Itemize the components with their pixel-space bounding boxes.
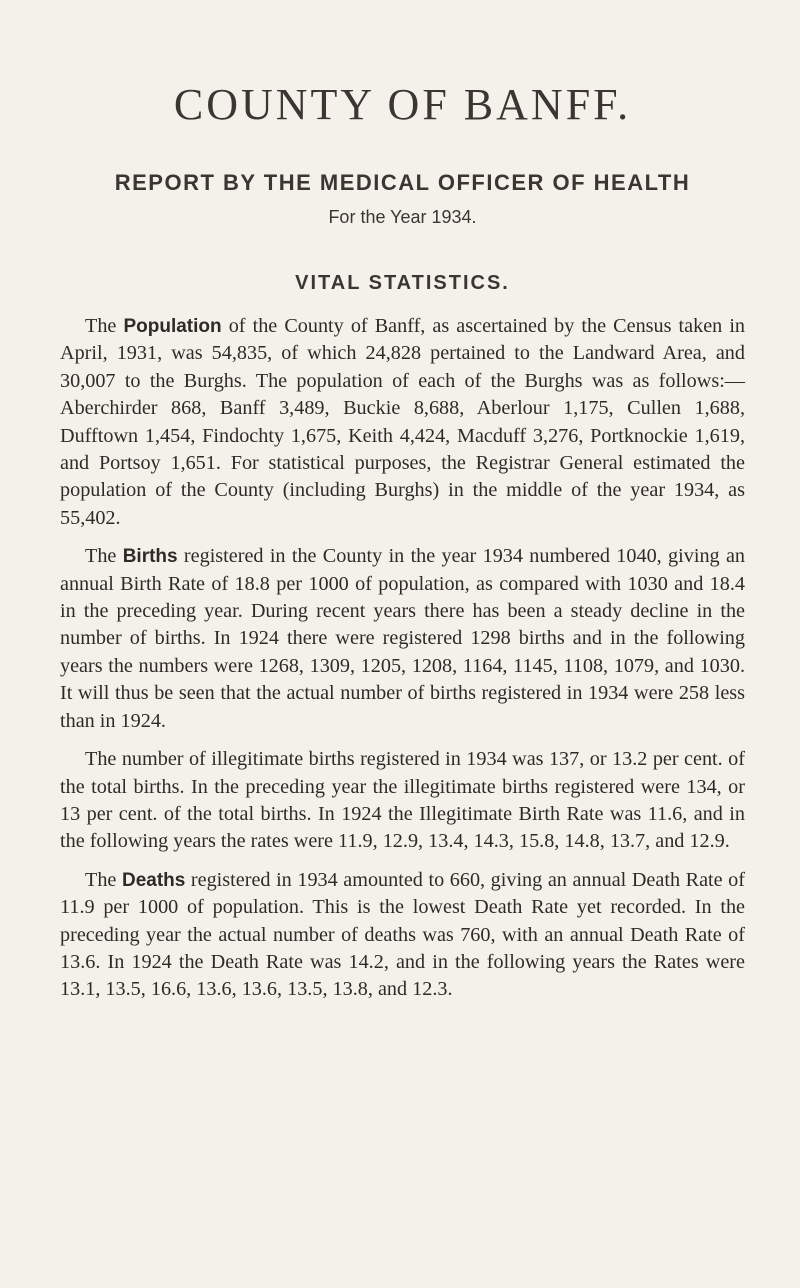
illegitimate-births-paragraph [60, 746, 745, 856]
illegitimate-births-text: The number of illegitimate births registered in 1934 was 137, or 13.2 per cent. of the total births. In the preceding year the illegitimate births registered were 134, or 13 per cent. of the total births. In 1924 the Illegitimate Birth Rate was 11.6, and in the following years the rates were 11.9, 12.9, 13.4, 14.3, 15.8, 14.8, 13.7, and 12.9. [60, 748, 745, 853]
section-heading: VITAL STATISTICS. [295, 272, 510, 294]
paragraph-lead: The [85, 868, 117, 891]
births-paragraph [60, 543, 745, 735]
deaths-text: registered in 1934 amounted to 660, giving an annual Death Rate of 11.9 per 1000 of population. This is the lowest Death Rate yet recorded. In the preceding year the actual number of deaths was 760, with an annual Death Rate of 13.6. In 1924 the Death Rate was 14.2, and in the following years the Rates were 13.1, 13.5, 16.6, 13.6, 13.6, 13.5, 13.8, and 12.3. [60, 868, 745, 1001]
births-keyword: Births [122, 546, 178, 568]
report-body [60, 293, 745, 1004]
document-title: COUNTY OF BANFF. [173, 80, 632, 129]
report-subtitle: REPORT BY THE MEDICAL OFFICER OF HEALTH [114, 170, 691, 195]
births-text: registered in the County in the year 1934 numbered 1040, giving an annual Birth Rate of 18.8 per 1000 of population, as compared with 1030 and 18.4 in the preceding year. During recent years there has been a steady decline in the number of births. In 1924 there were registered 1298 births and in the following years the numbers were 1268, 1309, 1205, 1208, 1164, 1145, 1108, 1079, and 1030. It will thus be seen that the actual number of births registered in 1934 were 258 less than in 1924. [60, 545, 745, 732]
report-year: For the Year 1934. [328, 207, 477, 227]
population-keyword: Population [123, 316, 222, 337]
deaths-paragraph [60, 867, 745, 1004]
deaths-keyword: Deaths [121, 869, 186, 891]
paragraph-lead: The [85, 315, 117, 337]
paragraph-lead: The [85, 545, 117, 568]
population-text: of the County of Banff, as ascertained by the Census taken in April, 1931, was 54,835, of which 24,828 pertained to the Landward Area, and 30,007 to the Burghs. The population of each of the Burghs was as follows:—Aberchirder 868, Banff 3,489, Buckie 8,688, Aberlour 1,175, Cullen 1,688, Dufftown 1,454, Findochty 1,675, Keith 4,424, Macduff 3,276, Portknockie 1,619, and Portsoy 1,651. For statistical purposes, the Registrar General estimated the population of the County (including Burghs) in the middle of the year 1934, as 55,402. [60, 315, 746, 529]
population-paragraph [60, 313, 745, 532]
